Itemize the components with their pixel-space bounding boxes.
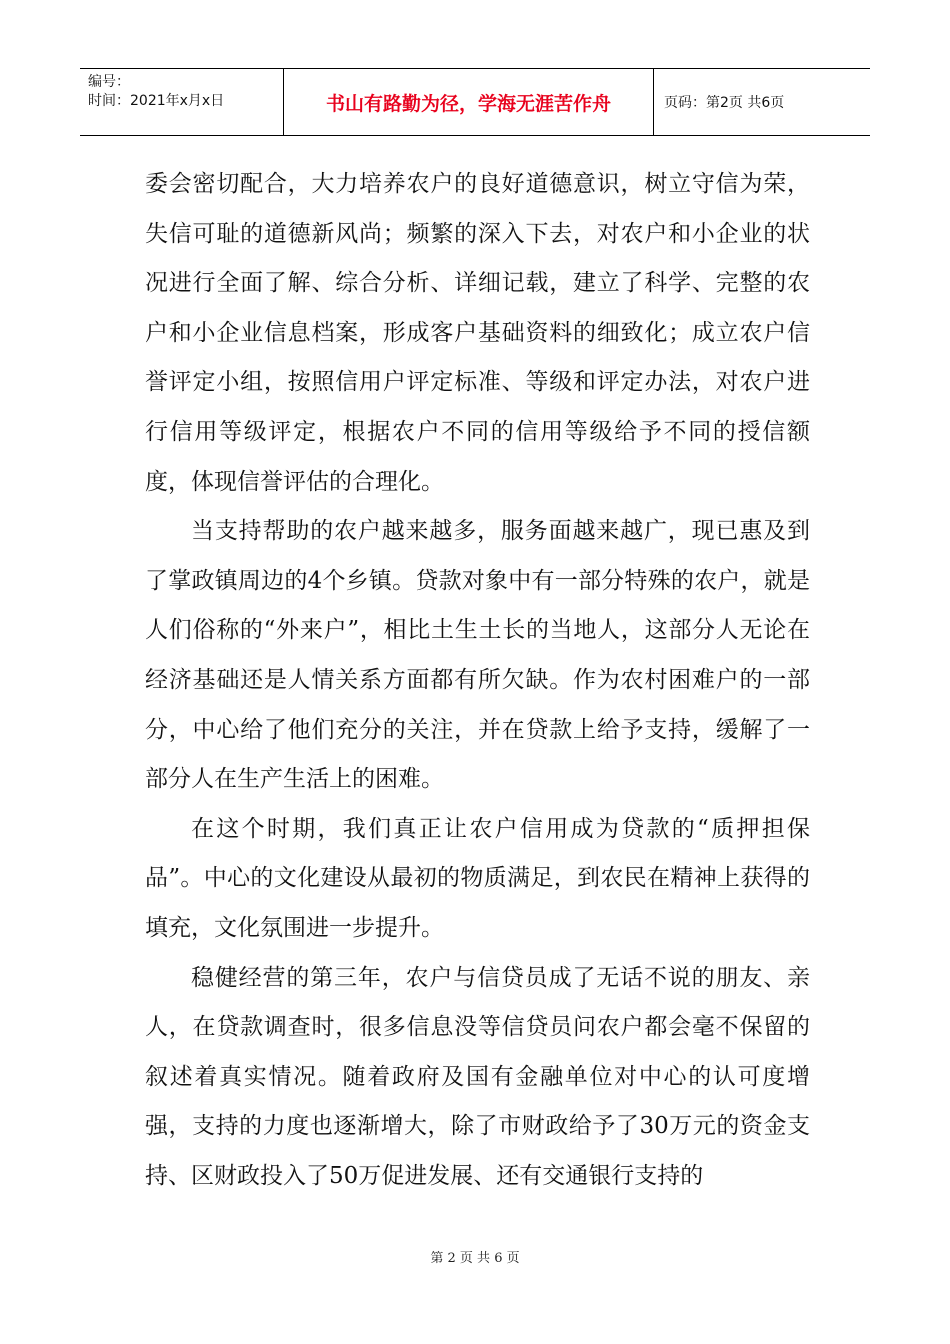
paragraph-1: 委会密切配合，大力培养农户的良好道德意识，树立守信为荣，失信可耻的道德新风尚；频繁的深入下去，对农户和小企业的状况进行全面了解、综合分析、详细记载，建立了科学、完整的农户和小企业信息档案，形成客户基础资料的细致化；成立农户信誉评定小组，按照信用户评定标准、等级和评定办法，对农户进行信用等级评定，根据农户不同的信用等级给予不同的授信额度，体现信誉评估的合理化。 (145, 171, 810, 495)
header-meta (80, 69, 284, 135)
paragraph-4: 稳健经营的第三年，农户与信贷员成了无话不说的朋友、亲人，在贷款调查时，很多信息没等信贷员问农户都会毫不保留的叙述着真实情况。随着政府及国有金融单位对中心的认可度增强，支持的力度也逐渐增大，除了市财政给予了30万元的资金支持、区财政投入了50万促进发展、还有交通银行支持的 (145, 964, 810, 1189)
page-header (80, 68, 870, 136)
page-footer: 第 2 页 共 6 页 (430, 1251, 520, 1266)
document-number-label: 编号： (88, 74, 130, 90)
header-page-code: 页码：第2页 共6页 (664, 95, 785, 111)
header-motto: 书山有路勤为径，学海无涯苦作舟 (284, 69, 654, 135)
paragraph-3: 在这个时期，我们真正让农户信用成为贷款的“质押担保品”。中心的文化建设从最初的物质满足，到农民在精神上获得的填充，文化氛围进一步提升。 (145, 815, 810, 941)
document-date: 时间：2021年x月x日 (88, 93, 225, 109)
paragraph-2: 当支持帮助的农户越来越多，服务面越来越广，现已惠及到了掌政镇周边的4个乡镇。贷款对象中有一部分特殊的农户，就是人们俗称的“外来户”，相比土生土长的当地人，这部分人无论在经济基础还是人情关系方面都有所欠缺。作为农村困难户的一部分，中心给了他们充分的关注，并在贷款上给予支持，缓解了一部分人在生产生活上的困难。 (145, 518, 810, 793)
document-body (145, 160, 810, 1201)
